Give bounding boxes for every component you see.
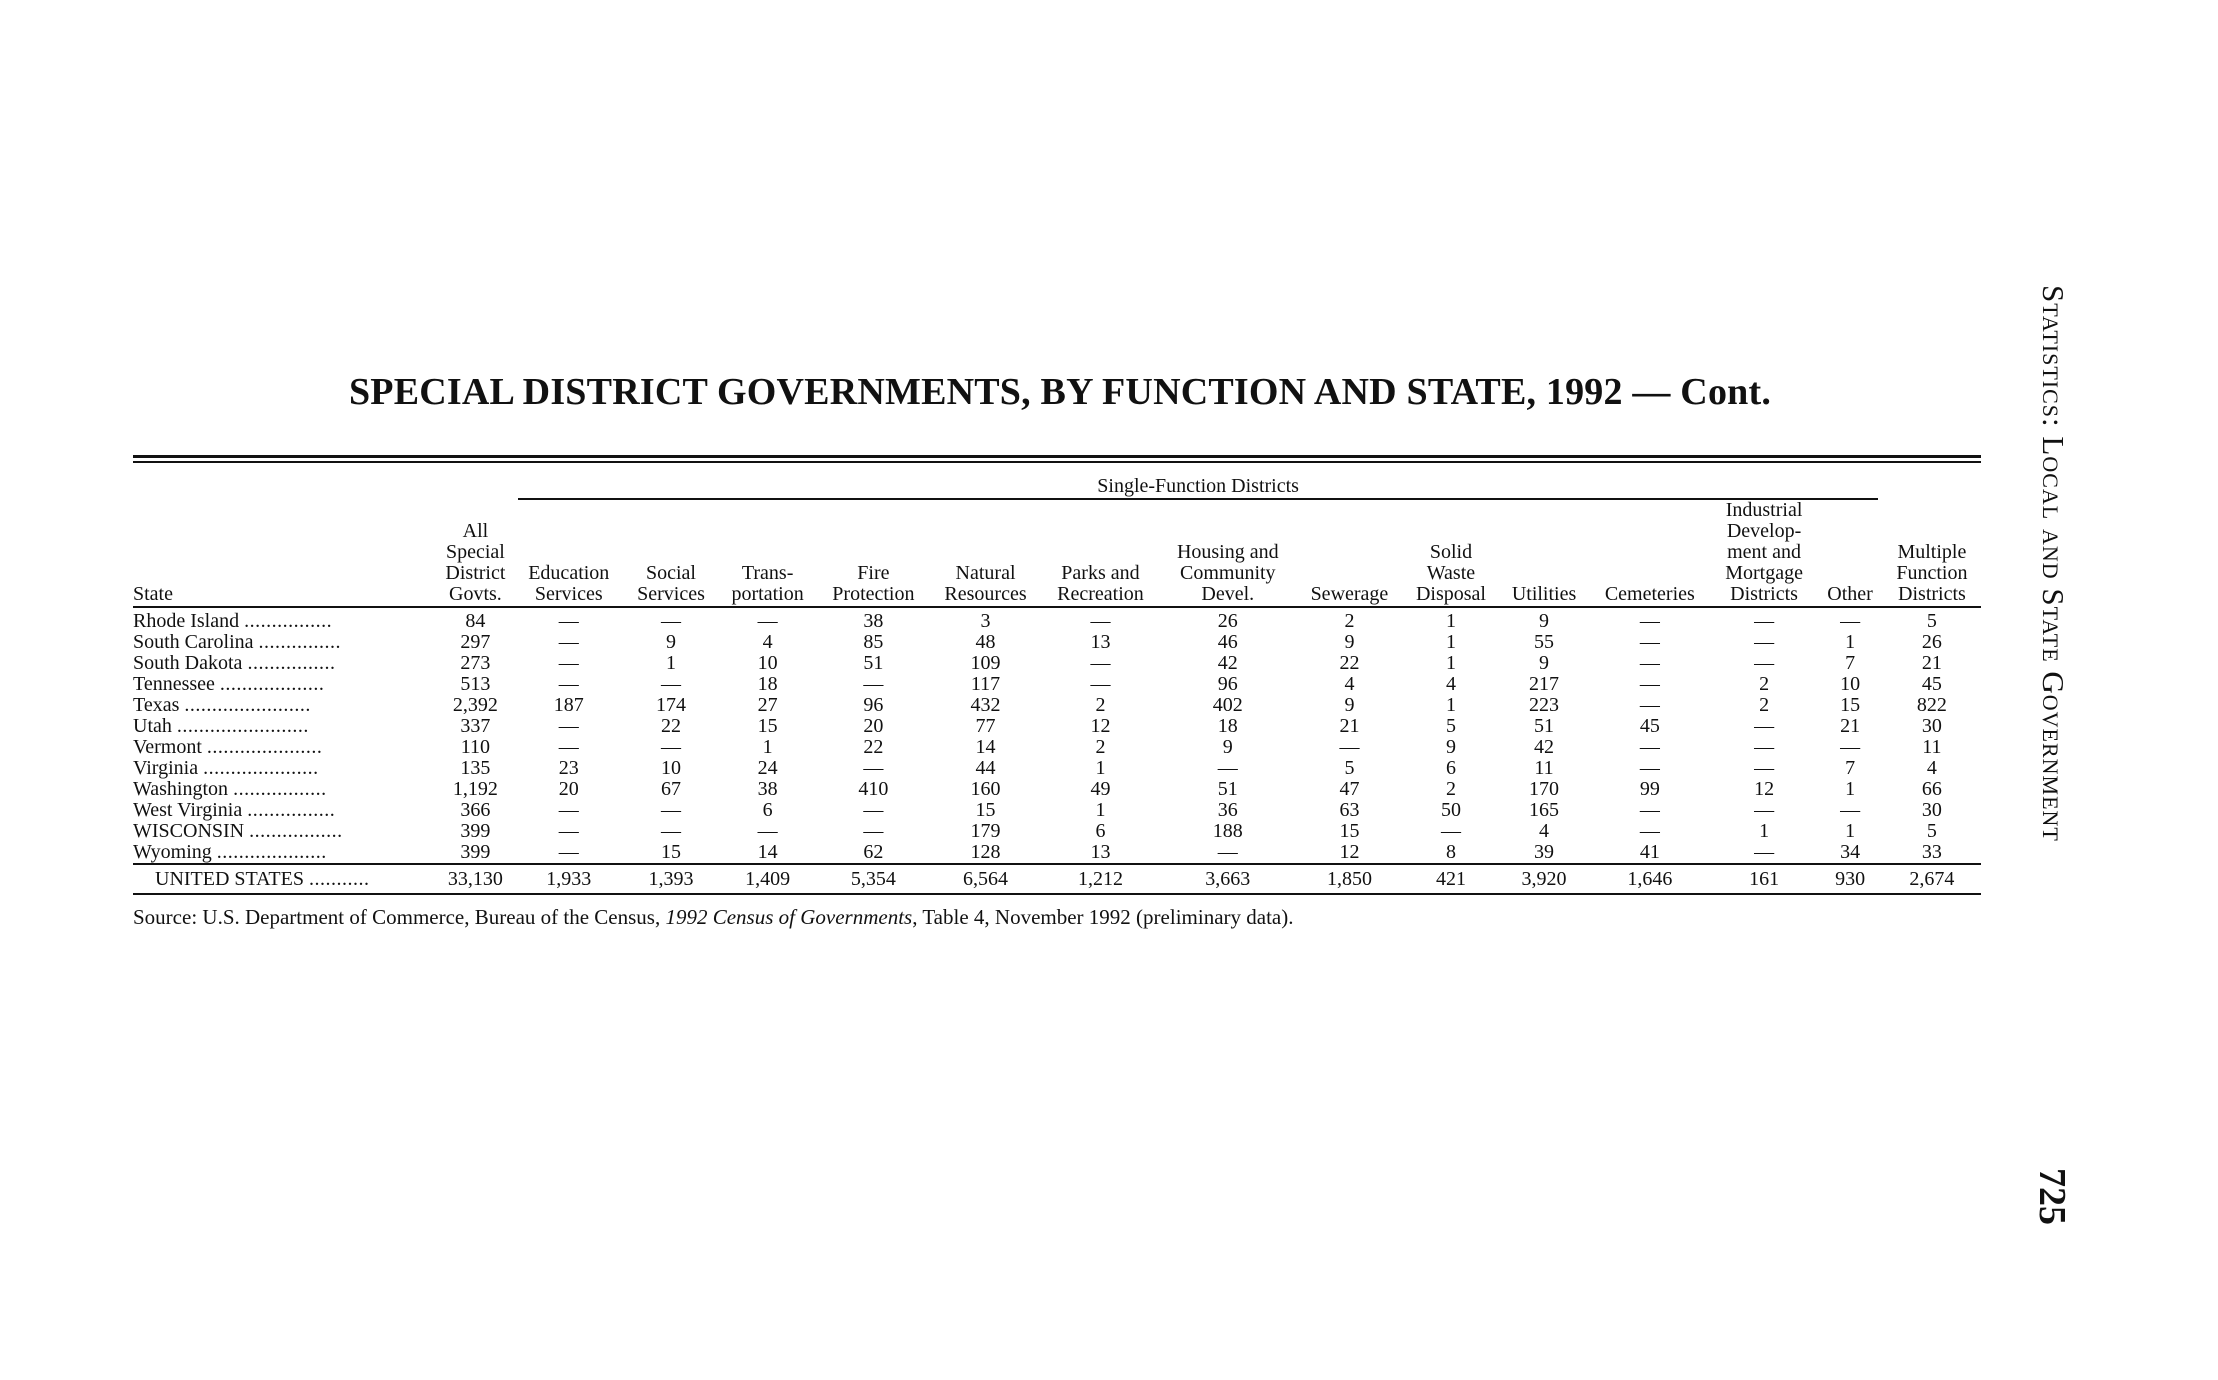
- leader-dots: ...........: [308, 868, 370, 890]
- state-name: Utah: [133, 715, 172, 737]
- col-header-social: Social Services: [624, 500, 718, 607]
- value-cell: 1,933: [513, 864, 624, 894]
- value-cell: 1: [1445, 631, 1456, 653]
- value-cell: 9: [1344, 694, 1355, 716]
- state-name: UNITED STATES: [155, 868, 304, 890]
- value-cell: 30: [1921, 799, 1942, 821]
- value-cell: 21: [1921, 652, 1942, 674]
- col-header-natural: Natural Resources: [929, 500, 1041, 607]
- value-cell: —: [558, 673, 579, 695]
- value-cell: 1: [1845, 820, 1856, 842]
- state-cell: [133, 716, 437, 737]
- value-cell: 161: [1711, 864, 1817, 894]
- value-cell: 4: [1445, 673, 1456, 695]
- value-cell: 33: [1921, 841, 1942, 863]
- value-cell: 96: [1217, 673, 1238, 695]
- value-cell: 18: [757, 673, 778, 695]
- value-cell: 1: [1095, 757, 1106, 779]
- value-cell: 117: [970, 673, 1001, 695]
- value-cell: 128: [970, 841, 1001, 863]
- table-row: [133, 632, 1981, 653]
- state-cell: [133, 842, 437, 864]
- value-cell: —: [1639, 757, 1660, 779]
- value-cell: 15: [1339, 820, 1360, 842]
- value-cell: —: [1840, 799, 1861, 821]
- leader-dots: .................: [233, 778, 327, 800]
- value-cell: 15: [757, 715, 778, 737]
- value-cell: 34: [1840, 841, 1861, 863]
- col-header-other: Other: [1817, 500, 1883, 607]
- value-cell: —: [1754, 799, 1775, 821]
- value-cell: 1,192: [452, 778, 498, 800]
- value-cell: 22: [863, 736, 884, 758]
- col-header-education: Education Services: [513, 500, 624, 607]
- state-cell: [133, 737, 437, 758]
- value-cell: 223: [1529, 694, 1560, 716]
- state-cell: [133, 864, 437, 894]
- value-cell: 2: [1759, 673, 1770, 695]
- value-cell: 9: [1445, 736, 1456, 758]
- value-cell: 5: [1344, 757, 1355, 779]
- value-cell: 42: [1534, 736, 1555, 758]
- value-cell: 12: [1339, 841, 1360, 863]
- value-cell: 42: [1217, 652, 1238, 674]
- value-cell: 4: [1539, 820, 1550, 842]
- value-cell: —: [661, 673, 681, 695]
- table-row: [133, 800, 1981, 821]
- value-cell: 10: [1840, 673, 1861, 695]
- table-row: [133, 842, 1981, 864]
- column-header-row: [133, 500, 1981, 607]
- state-name: South Carolina: [133, 631, 254, 653]
- value-cell: 410: [858, 778, 889, 800]
- top-rule-thick: [133, 455, 1981, 458]
- value-cell: —: [863, 673, 884, 695]
- value-cell: —: [863, 757, 884, 779]
- running-head: Statistics: Local and State Government: [2036, 285, 2071, 842]
- value-cell: 1,646: [1589, 864, 1711, 894]
- value-cell: —: [1840, 736, 1861, 758]
- value-cell: —: [1754, 652, 1775, 674]
- page-number: 725: [2031, 1168, 2073, 1225]
- value-cell: 1: [1445, 694, 1456, 716]
- value-cell: —: [1217, 757, 1238, 779]
- value-cell: 49: [1090, 778, 1111, 800]
- value-cell: 50: [1440, 799, 1461, 821]
- value-cell: —: [1639, 610, 1660, 632]
- state-name: Washington: [133, 778, 229, 800]
- value-cell: 1,393: [624, 864, 718, 894]
- value-cell: 297: [460, 631, 491, 653]
- value-cell: —: [1754, 631, 1775, 653]
- source-note: Source: U.S. Department of Commerce, Bureau of the Census, 1992 Census of Governments, Table 4, November 1992 (preliminary data).: [133, 905, 1294, 929]
- value-cell: —: [1754, 757, 1775, 779]
- value-cell: 399: [460, 820, 491, 842]
- value-cell: —: [1339, 736, 1360, 758]
- value-cell: 11: [1534, 757, 1554, 779]
- value-cell: 3: [980, 610, 991, 632]
- district-table: [133, 476, 1981, 895]
- value-cell: 4: [1926, 757, 1937, 779]
- value-cell: —: [863, 820, 884, 842]
- value-cell: 1,409: [718, 864, 817, 894]
- value-cell: —: [757, 610, 778, 632]
- state-name: South Dakota: [133, 652, 243, 674]
- value-cell: 66: [1921, 778, 1942, 800]
- single-function-group-header: Single-Function Districts: [513, 476, 1882, 500]
- value-cell: 399: [460, 841, 491, 863]
- state-cell: [133, 695, 437, 716]
- value-cell: 47: [1339, 778, 1360, 800]
- leader-dots: ................: [244, 610, 333, 632]
- value-cell: 1: [1845, 631, 1856, 653]
- table-row: [133, 716, 1981, 737]
- state-name: Tennessee: [133, 673, 215, 695]
- leader-dots: .......................: [184, 694, 311, 716]
- state-cell: [133, 800, 437, 821]
- value-cell: —: [1639, 652, 1660, 674]
- value-cell: 11: [1922, 736, 1942, 758]
- value-cell: 2: [1445, 778, 1456, 800]
- value-cell: —: [1440, 820, 1461, 842]
- value-cell: 26: [1217, 610, 1238, 632]
- value-cell: 5: [1926, 610, 1937, 632]
- state-cell: [133, 632, 437, 653]
- page-title: SPECIAL DISTRICT GOVERNMENTS, BY FUNCTION AND STATE, 1992 — Cont.: [348, 371, 1772, 413]
- value-cell: 421: [1403, 864, 1500, 894]
- value-cell: 1,850: [1296, 864, 1402, 894]
- state-name: Vermont: [133, 736, 202, 758]
- value-cell: —: [1639, 694, 1660, 716]
- value-cell: 14: [757, 841, 778, 863]
- value-cell: 170: [1529, 778, 1560, 800]
- state-cell: [133, 674, 437, 695]
- col-header-transportation: Trans- portation: [718, 500, 817, 607]
- value-cell: 160: [970, 778, 1001, 800]
- value-cell: 9: [1539, 652, 1550, 674]
- table-row: [133, 695, 1981, 716]
- value-cell: —: [558, 820, 579, 842]
- table-row: [133, 737, 1981, 758]
- value-cell: 930: [1817, 864, 1883, 894]
- value-cell: 20: [863, 715, 884, 737]
- value-cell: 165: [1529, 799, 1560, 821]
- state-cell: [133, 821, 437, 842]
- state-name: Wyoming: [133, 841, 212, 863]
- value-cell: 33,130: [437, 864, 513, 894]
- value-cell: 48: [975, 631, 996, 653]
- col-header-utilities: Utilities: [1499, 500, 1589, 607]
- value-cell: 3,920: [1499, 864, 1589, 894]
- leader-dots: ...................: [219, 673, 325, 695]
- table-row: [133, 607, 1981, 632]
- value-cell: 8: [1445, 841, 1456, 863]
- col-header-all-special: All Special District Govts.: [437, 500, 513, 607]
- value-cell: 85: [863, 631, 884, 653]
- state-cell: [133, 758, 437, 779]
- value-cell: 1: [666, 652, 676, 674]
- state-name: Texas: [133, 694, 180, 716]
- value-cell: —: [558, 610, 579, 632]
- col-header-solid-waste: Solid Waste Disposal: [1403, 500, 1500, 607]
- value-cell: 1: [1445, 652, 1456, 674]
- value-cell: 2: [1095, 736, 1106, 758]
- value-cell: 26: [1921, 631, 1942, 653]
- col-header-housing: Housing and Community Devel.: [1159, 500, 1296, 607]
- leader-dots: .....................: [203, 757, 319, 779]
- state-name: West Virginia: [133, 799, 243, 821]
- value-cell: —: [661, 610, 681, 632]
- value-cell: 84: [465, 610, 486, 632]
- value-cell: 366: [460, 799, 491, 821]
- value-cell: 9: [1344, 631, 1355, 653]
- value-cell: 10: [661, 757, 681, 779]
- value-cell: 38: [863, 610, 884, 632]
- value-cell: —: [863, 799, 884, 821]
- total-row: [133, 864, 1981, 894]
- col-header-multiple: Multiple Function Districts: [1883, 500, 1981, 607]
- value-cell: —: [1217, 841, 1238, 863]
- value-cell: 513: [460, 673, 491, 695]
- value-cell: 5: [1926, 820, 1937, 842]
- value-cell: 12: [1754, 778, 1775, 800]
- col-header-industrial: Industrial Develop- ment and Mortgage Districts: [1711, 500, 1817, 607]
- value-cell: —: [1840, 610, 1861, 632]
- value-cell: 51: [1217, 778, 1238, 800]
- state-cell: [133, 779, 437, 800]
- col-header-state: State: [133, 500, 437, 607]
- top-rule-thin: [133, 461, 1981, 463]
- value-cell: 38: [757, 778, 778, 800]
- value-cell: —: [757, 820, 778, 842]
- value-cell: 217: [1529, 673, 1560, 695]
- value-cell: 44: [975, 757, 996, 779]
- value-cell: 822: [1916, 694, 1947, 716]
- col-header-sewerage: Sewerage: [1296, 500, 1402, 607]
- value-cell: 1: [1095, 799, 1106, 821]
- value-cell: 22: [661, 715, 681, 737]
- value-cell: —: [1639, 799, 1660, 821]
- value-cell: 41: [1639, 841, 1660, 863]
- state-name: Rhode Island: [133, 610, 240, 632]
- value-cell: 109: [970, 652, 1001, 674]
- table-body: [133, 607, 1981, 894]
- table-row: [133, 779, 1981, 800]
- value-cell: 21: [1840, 715, 1861, 737]
- value-cell: 174: [656, 694, 686, 716]
- value-cell: 6: [1445, 757, 1456, 779]
- value-cell: 51: [863, 652, 884, 674]
- value-cell: —: [1754, 841, 1775, 863]
- value-cell: —: [558, 841, 579, 863]
- value-cell: —: [558, 715, 579, 737]
- value-cell: 62: [863, 841, 884, 863]
- value-cell: 2: [1759, 694, 1770, 716]
- table-row: [133, 653, 1981, 674]
- value-cell: 51: [1534, 715, 1555, 737]
- leader-dots: ................: [247, 799, 336, 821]
- value-cell: —: [1090, 652, 1111, 674]
- value-cell: 2,392: [452, 694, 498, 716]
- value-cell: 1: [1845, 778, 1856, 800]
- value-cell: 1: [1759, 820, 1770, 842]
- value-cell: 7: [1845, 652, 1856, 674]
- value-cell: 36: [1217, 799, 1238, 821]
- value-cell: —: [1754, 610, 1775, 632]
- value-cell: 63: [1339, 799, 1360, 821]
- value-cell: 15: [661, 841, 681, 863]
- value-cell: 67: [661, 778, 681, 800]
- leader-dots: ................: [247, 652, 336, 674]
- value-cell: 55: [1534, 631, 1555, 653]
- value-cell: 9: [1222, 736, 1233, 758]
- value-cell: 9: [1539, 610, 1550, 632]
- value-cell: —: [558, 631, 579, 653]
- value-cell: 337: [460, 715, 491, 737]
- value-cell: —: [1754, 715, 1775, 737]
- value-cell: 6,564: [929, 864, 1041, 894]
- value-cell: 12: [1090, 715, 1111, 737]
- value-cell: 187: [553, 694, 584, 716]
- value-cell: —: [558, 652, 579, 674]
- value-cell: 21: [1339, 715, 1360, 737]
- value-cell: 1: [1445, 610, 1456, 632]
- value-cell: 3,663: [1159, 864, 1296, 894]
- value-cell: 2: [1095, 694, 1106, 716]
- state-name: Virginia: [133, 757, 199, 779]
- value-cell: 20: [558, 778, 579, 800]
- value-cell: —: [661, 820, 681, 842]
- leader-dots: .................: [249, 820, 343, 842]
- value-cell: —: [1754, 736, 1775, 758]
- district-table-wrapper: [133, 476, 1981, 895]
- value-cell: 2,674: [1883, 864, 1981, 894]
- value-cell: 22: [1339, 652, 1360, 674]
- value-cell: 1,212: [1042, 864, 1160, 894]
- value-cell: 13: [1090, 841, 1111, 863]
- value-cell: 18: [1217, 715, 1238, 737]
- value-cell: —: [661, 736, 681, 758]
- value-cell: 15: [1840, 694, 1861, 716]
- value-cell: 273: [460, 652, 491, 674]
- value-cell: 77: [975, 715, 996, 737]
- value-cell: —: [558, 799, 579, 821]
- value-cell: —: [558, 736, 579, 758]
- table-row: [133, 674, 1981, 695]
- value-cell: —: [661, 799, 681, 821]
- table-row: [133, 758, 1981, 779]
- value-cell: 99: [1639, 778, 1660, 800]
- value-cell: 46: [1217, 631, 1238, 653]
- value-cell: 10: [757, 652, 778, 674]
- value-cell: 179: [970, 820, 1001, 842]
- value-cell: 96: [863, 694, 884, 716]
- value-cell: 23: [558, 757, 579, 779]
- value-cell: —: [1639, 673, 1660, 695]
- value-cell: 4: [1344, 673, 1355, 695]
- value-cell: 15: [975, 799, 996, 821]
- value-cell: 110: [460, 736, 491, 758]
- value-cell: 432: [970, 694, 1001, 716]
- value-cell: 13: [1090, 631, 1111, 653]
- leader-dots: ........................: [176, 715, 309, 737]
- value-cell: 24: [757, 757, 778, 779]
- value-cell: 39: [1534, 841, 1555, 863]
- value-cell: 135: [460, 757, 491, 779]
- state-cell: [133, 607, 437, 632]
- state-cell: [133, 653, 437, 674]
- value-cell: 6: [1095, 820, 1106, 842]
- table-row: [133, 821, 1981, 842]
- value-cell: —: [1639, 736, 1660, 758]
- value-cell: 45: [1921, 673, 1942, 695]
- value-cell: 5,354: [817, 864, 929, 894]
- value-cell: 402: [1212, 694, 1243, 716]
- state-name: WISCONSIN: [133, 820, 245, 842]
- col-header-fire: Fire Protection: [817, 500, 929, 607]
- value-cell: 7: [1845, 757, 1856, 779]
- value-cell: 188: [1212, 820, 1243, 842]
- leader-dots: ...............: [258, 631, 342, 653]
- value-cell: —: [1090, 673, 1111, 695]
- leader-dots: .....................: [206, 736, 323, 758]
- value-cell: 6: [762, 799, 773, 821]
- value-cell: 27: [757, 694, 778, 716]
- value-cell: 14: [975, 736, 996, 758]
- value-cell: 5: [1445, 715, 1456, 737]
- value-cell: 45: [1639, 715, 1660, 737]
- value-cell: 2: [1344, 610, 1355, 632]
- value-cell: 9: [666, 631, 676, 653]
- value-cell: —: [1639, 631, 1660, 653]
- value-cell: 30: [1921, 715, 1942, 737]
- col-header-cemeteries: Cemeteries: [1589, 500, 1711, 607]
- leader-dots: ....................: [216, 841, 327, 863]
- value-cell: —: [1090, 610, 1111, 632]
- col-header-parks: Parks and Recreation: [1042, 500, 1160, 607]
- value-cell: 4: [762, 631, 773, 653]
- value-cell: 1: [762, 736, 773, 758]
- value-cell: —: [1639, 820, 1660, 842]
